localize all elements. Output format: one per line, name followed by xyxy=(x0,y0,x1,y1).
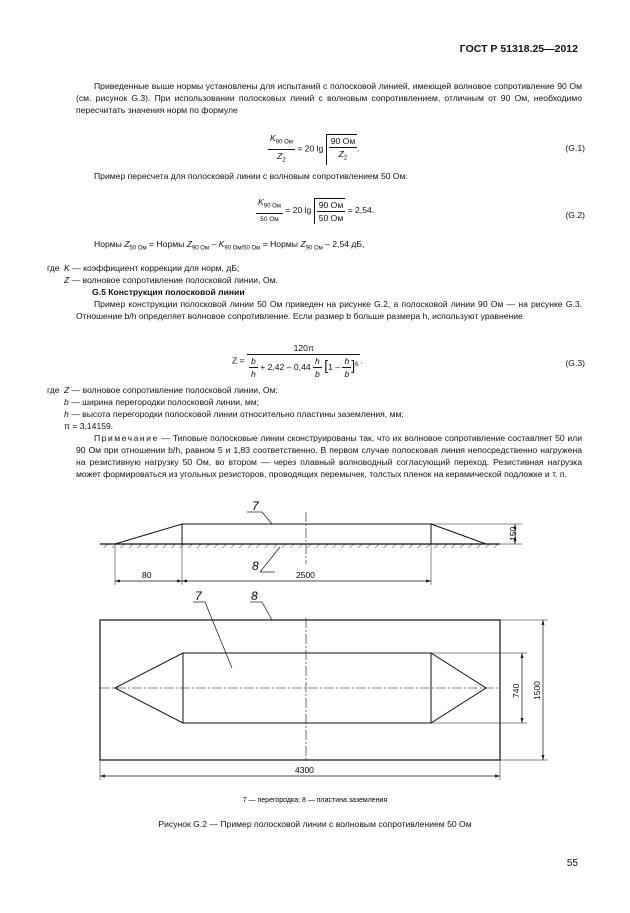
intro-paragraph: Приведенные выше нормы установлены для испытаний с полосковой линией, имеющей волновое сопротивление 90 Ом (см. рисунок G.3). При использовании полосковых линий с волновым сопротивлением, отличным от 90 Ом, необходимо пересчитать значения норм по формуле xyxy=(76,81,582,115)
equation-g3-number: (G.3) xyxy=(565,358,585,368)
document-header: ГОСТ Р 51318.25—2012 xyxy=(459,43,578,55)
dim-80: 80 xyxy=(142,570,152,580)
leader-8-top xyxy=(262,602,272,620)
figure-caption: Рисунок G.2 — Пример полосковой линии с волновым сопротивлением 50 Ом xyxy=(158,819,472,829)
example-text: Пример пересчета для полосковой линии с волновым сопротивлением 50 Ом: xyxy=(94,171,408,181)
where-item-z: Z — волновое сопротивление полосковой линии, Ом; xyxy=(64,385,278,395)
leader-7-side xyxy=(262,512,272,524)
dim-2500: 2500 xyxy=(296,570,315,580)
equation-g2-number: (G.2) xyxy=(565,210,585,220)
ground-plate-top xyxy=(100,620,500,760)
section-title: G.5 Конструкция полосковой линии xyxy=(92,287,245,297)
left-taper xyxy=(115,524,182,544)
right-taper xyxy=(431,524,486,544)
label-7-side: 7 xyxy=(252,499,259,513)
septum-side xyxy=(182,524,431,544)
norms-formula: Нормы $Z_{50 Ом}$ = Нормы $Z_{90 Ом} - K_{90 Ом/50 Ом}$ = Нормы $Z_{90 Ом} - 2,54$ дБ, xyxy=(94,239,365,252)
where-item-b: b — ширина перегородки полосковой линии, мм; xyxy=(64,397,260,407)
where-z: Z — волновое сопротивление полосковой линии, Ом. xyxy=(64,275,278,285)
where-k: K — коэффициент коррекции для норм, дБ; xyxy=(64,263,240,273)
construction-paragraph: Пример конструкции полосковой линии 50 Ом приведен на рисунке G.2, а полосковой линии 90 Ом — на рисунке G.3. Отношение b/h определяет волновое сопротивление. Если размер b больше размера h, используют уравнение xyxy=(76,299,582,321)
side-view xyxy=(100,499,522,585)
equation-g3: Z = 120π $\frac{b}{h}$ + 2,42 – 0,44 $\frac{h}{b}$ [1 – $\frac{h}{b}$ ]$^6$ . xyxy=(232,343,363,379)
note-paragraph: Примечание — Типовые полосковые линии сконструированы так, что их волновое сопротивление составляет 50 или 90 Ом при отношении b/h, равном 5 и 1,83 соответственно. В первом случае полосковая линия непосредственно нагружена на резистивную нагрузку 50 Ом, во втором — через плавный волноводный согласующий переход. Резистивная нагрузка может формироваться из угольных резисторов, проводящих перемычек, толстых пленок на керамической подложке и т. п. xyxy=(76,433,582,479)
figure-stripline xyxy=(0,490,630,815)
dim-150: 150 xyxy=(508,526,518,541)
dim-1500: 1500 xyxy=(532,681,542,700)
note-label: Примечание xyxy=(94,433,159,443)
dim-740: 740 xyxy=(511,683,521,698)
leader-7-top xyxy=(205,602,232,668)
top-view xyxy=(100,589,548,780)
figure-legend: 7 — перегородка; 8 — пластина заземления xyxy=(242,797,388,804)
where-item-pi: π = 3,14159. xyxy=(64,421,114,431)
equation-g2: $\frac{K_{90 Ом}}{50 Ом}$ = 20 lg $\frac{90 Ом}{50 Ом}$ = 2,54. xyxy=(258,197,375,223)
where-word: где xyxy=(47,263,60,273)
where-item-h: h — высота перегородки полосковой линии относительно пластины заземления, мм; xyxy=(64,409,404,419)
label-7-top: 7 xyxy=(195,589,202,603)
dim-4300: 4300 xyxy=(295,765,314,775)
where-word-2: где xyxy=(47,385,60,395)
leader-8-side xyxy=(260,547,280,572)
label-8-side: 8 xyxy=(252,559,259,573)
equation-g1: $\frac{K_{90 Ом}}{Z_2}$ = 20 lg $\frac{90 Ом}{Z_2}$ . xyxy=(270,133,360,164)
equation-g1-number: (G.1) xyxy=(565,143,585,153)
label-8-top: 8 xyxy=(251,589,258,603)
page-number: 55 xyxy=(566,858,578,869)
